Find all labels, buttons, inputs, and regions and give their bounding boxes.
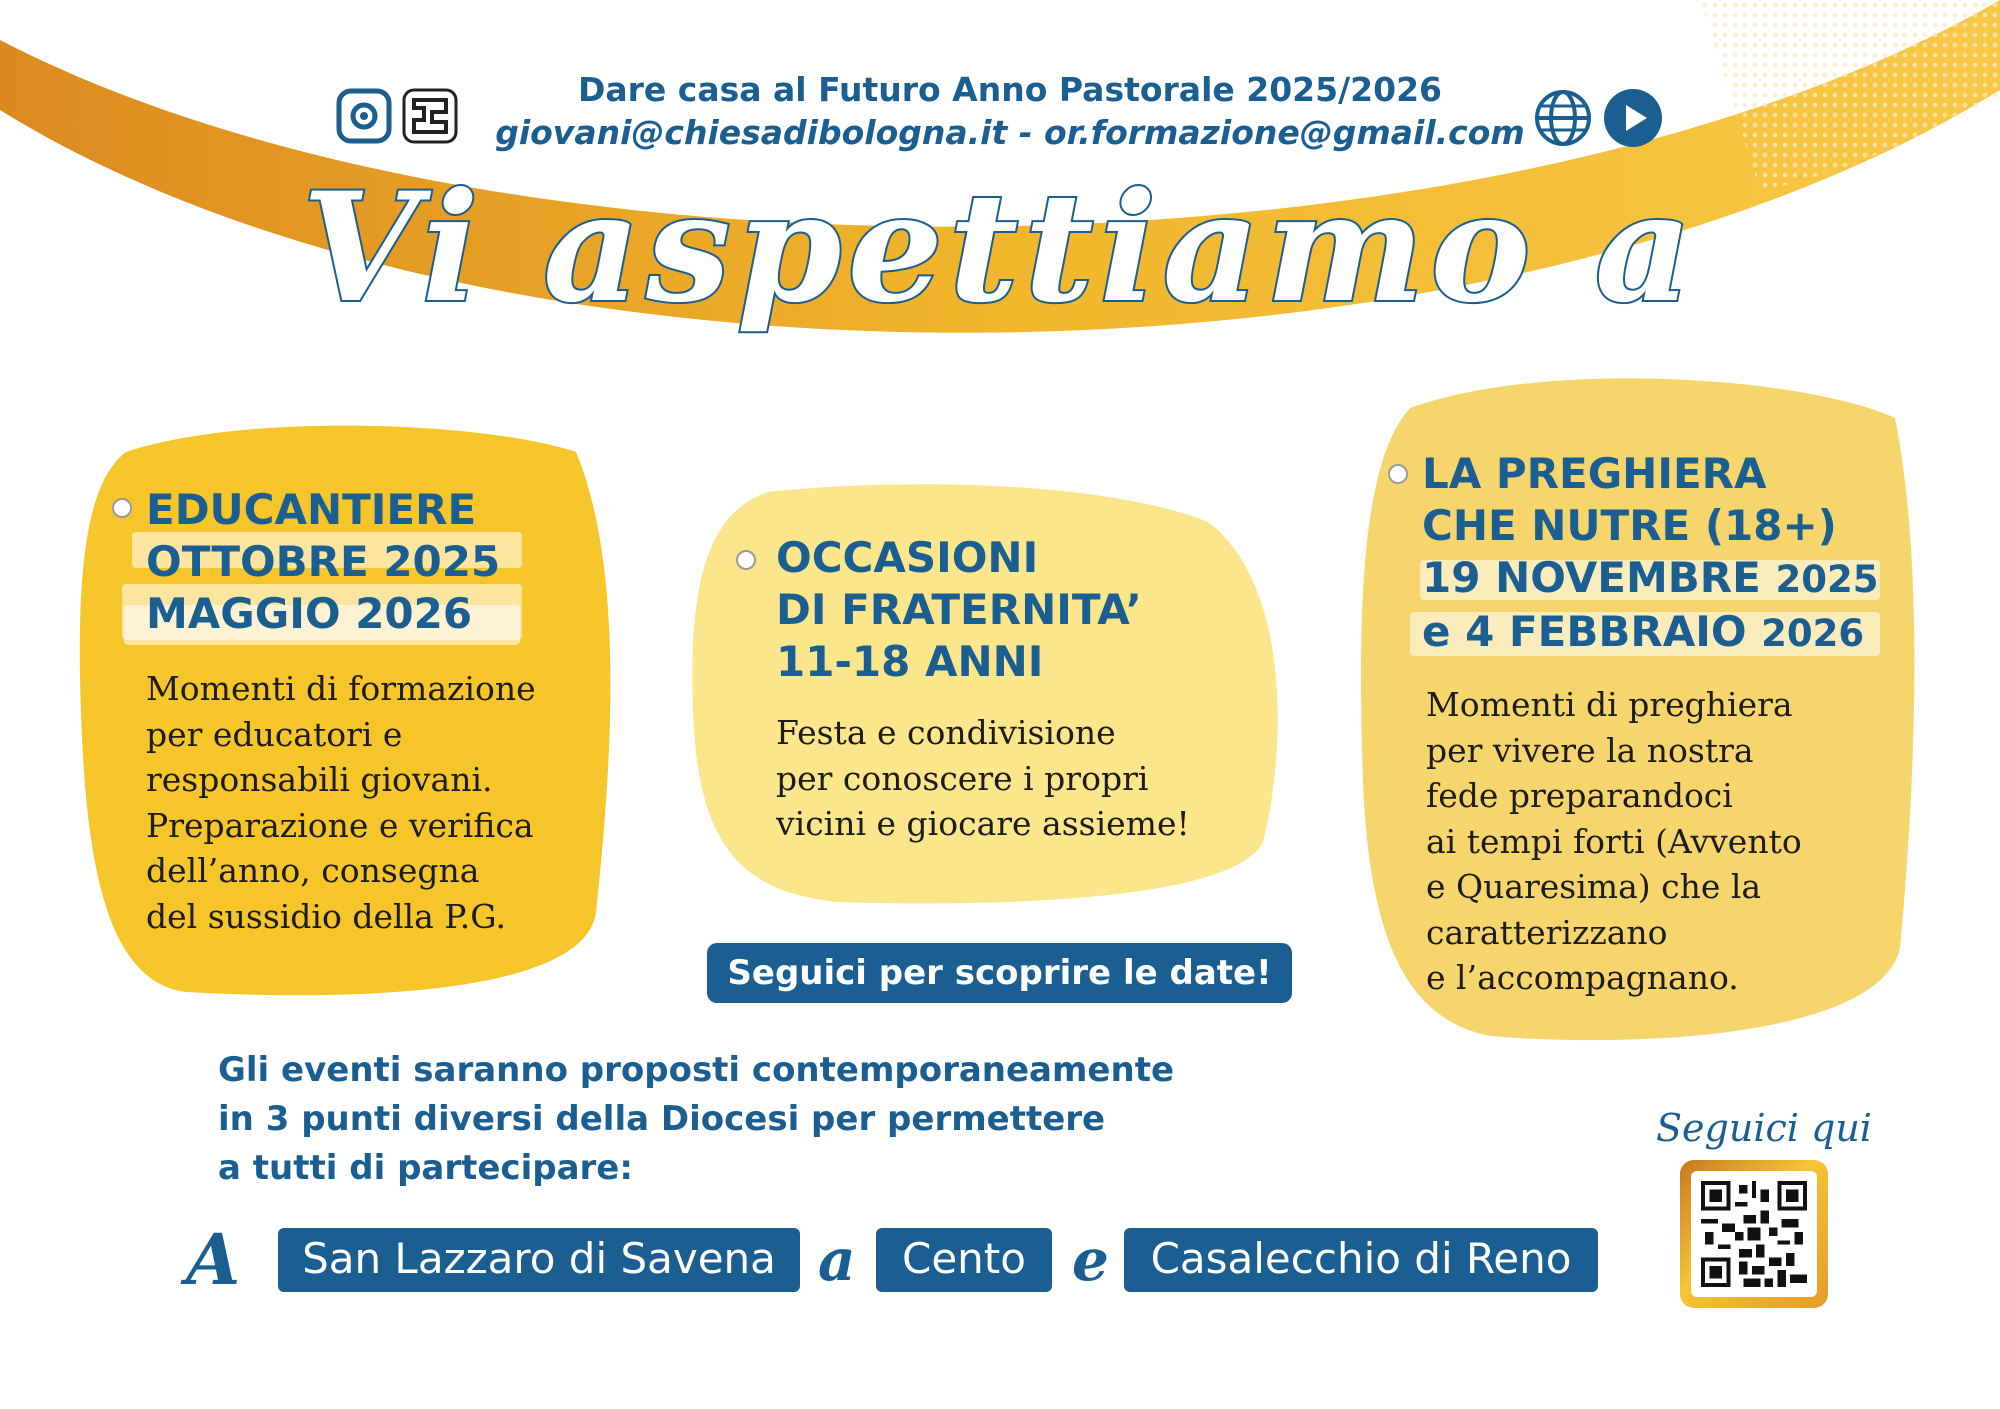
qr-code-icon (1701, 1181, 1807, 1287)
play-icon[interactable] (1603, 88, 1663, 148)
card-educantiere-body: Momenti di formazione per educatori e responsabili giovani. Preparazione e verifica dell’anno, consegna del sussidio della P.G. (146, 669, 536, 936)
card-educantiere-title: EDUCANTIERE OTTOBRE 2025 MAGGIO 2026 (146, 485, 501, 638)
follow-dates-pill: Seguici per scoprire le date! (707, 943, 1292, 1003)
card-fraternita-body: Festa e condivisione per conoscere i propri vicini e giocare assieme! (776, 713, 1190, 843)
bullet-dot (736, 550, 756, 570)
bullet-dot (1388, 464, 1408, 484)
location-prefix: A (186, 1218, 241, 1301)
location-san-lazzaro: San Lazzaro di Savena (278, 1228, 800, 1292)
bullet-dot (112, 498, 132, 518)
header-title: Dare casa al Futuro Anno Pastorale 2025/2026 (577, 70, 1442, 109)
qr-code[interactable] (1680, 1160, 1828, 1308)
location-cento: Cento (876, 1228, 1052, 1292)
location-separator-e: e (1072, 1226, 1109, 1294)
card-fraternita-title: OCCASIONI DI FRATERNITA’ 11-18 ANNI (776, 533, 1142, 686)
location-casalecchio: Casalecchio di Reno (1124, 1228, 1598, 1292)
card-preghiera-body: Momenti di preghiera per vivere la nostra fede preparandoci ai tempi forti (Avvento e Quaresima) che la caratterizzano e l’accompagnano. (1426, 685, 1802, 997)
headline: Vi aspettiamo a (302, 160, 1698, 336)
events-info: Gli eventi saranno proposti contemporaneamente in 3 punti diversi della Diocesi per permettere a tutti di partecipare: (218, 1050, 1175, 1188)
header-emails[interactable]: giovani@chiesadibologna.it - or.formazione@gmail.com (495, 113, 1525, 152)
location-separator-a: a (818, 1226, 856, 1294)
instagram-icon[interactable] (336, 88, 392, 144)
follow-label: Seguici qui (1656, 1106, 1872, 1150)
card-preghiera-title: LA PREGHIERA CHE NUTRE (18+) 19 NOVEMBRE 2025 e 4 FEBBRAIO 2026 (1422, 449, 1879, 656)
